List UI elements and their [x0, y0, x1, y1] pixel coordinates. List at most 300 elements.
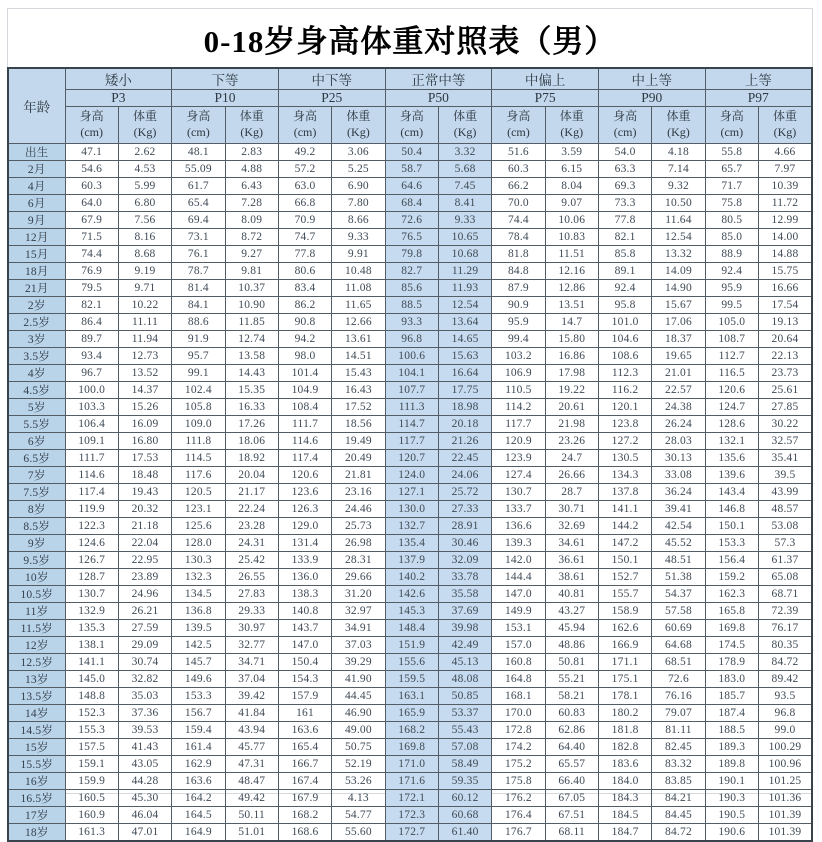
weight-cell: 11.29	[438, 263, 491, 280]
weight-cell: 62.86	[545, 722, 598, 739]
height-cell: 74.4	[492, 212, 545, 229]
height-cell: 141.1	[598, 501, 651, 518]
height-cell: 190.5	[705, 807, 758, 824]
height-cell: 107.7	[385, 382, 438, 399]
weight-cell: 17.98	[545, 365, 598, 382]
weight-label: 体重	[559, 109, 584, 124]
height-subheader	[705, 107, 758, 144]
table-row	[8, 399, 812, 416]
height-cell: 108.6	[598, 348, 651, 365]
weight-cell: 10.90	[225, 297, 278, 314]
weight-cell: 32.77	[225, 637, 278, 654]
weight-cell: 3.59	[545, 144, 598, 161]
height-cell: 158.9	[598, 603, 651, 620]
weight-cell: 16.33	[225, 399, 278, 416]
height-cell: 60.3	[65, 178, 118, 195]
weight-cell: 6.15	[545, 161, 598, 178]
weight-cell: 50.75	[332, 739, 385, 756]
height-cell: 123.6	[278, 484, 331, 501]
age-cell: 4岁	[8, 365, 65, 382]
weight-cell: 47.01	[118, 824, 171, 842]
weight-cell: 51.38	[652, 569, 705, 586]
age-cell: 3岁	[8, 331, 65, 348]
weight-cell: 15.67	[652, 297, 705, 314]
height-cell: 79.5	[65, 280, 118, 297]
height-cell: 127.1	[385, 484, 438, 501]
weight-cell: 18.98	[438, 399, 491, 416]
height-cell: 55.09	[172, 161, 225, 178]
height-unit-label: (cm)	[187, 125, 210, 139]
height-cell: 183.0	[705, 671, 758, 688]
height-unit-label: (cm)	[507, 125, 530, 139]
height-cell: 130.3	[172, 552, 225, 569]
weight-cell: 101.25	[758, 773, 812, 790]
weight-cell: 43.27	[545, 603, 598, 620]
height-subheader	[65, 107, 118, 144]
weight-cell: 50.11	[225, 807, 278, 824]
weight-cell: 21.18	[118, 518, 171, 535]
weight-cell: 10.50	[652, 195, 705, 212]
weight-cell: 41.43	[118, 739, 171, 756]
height-cell: 145.3	[385, 603, 438, 620]
weight-cell: 44.45	[332, 688, 385, 705]
height-cell: 89.7	[65, 331, 118, 348]
weight-cell: 83.85	[652, 773, 705, 790]
weight-cell: 99.0	[758, 722, 812, 739]
weight-cell: 72.6	[652, 671, 705, 688]
weight-cell: 101.39	[758, 807, 812, 824]
height-unit-label: (cm)	[613, 125, 637, 139]
height-cell: 77.8	[278, 246, 331, 263]
height-cell: 48.1	[172, 144, 225, 161]
height-cell: 161	[278, 705, 331, 722]
height-cell: 124.6	[65, 535, 118, 552]
height-cell: 137.9	[385, 552, 438, 569]
height-cell: 127.2	[598, 433, 651, 450]
weight-cell: 13.58	[225, 348, 278, 365]
table-row	[8, 637, 812, 654]
percentile-label-p97: P97	[705, 90, 812, 107]
table-header	[8, 68, 812, 144]
height-cell: 147.2	[598, 535, 651, 552]
weight-cell: 6.43	[225, 178, 278, 195]
height-cell: 80.6	[278, 263, 331, 280]
height-cell: 95.8	[598, 297, 651, 314]
age-cell: 10.5岁	[8, 586, 65, 603]
weight-cell: 45.30	[118, 790, 171, 807]
age-cell: 13岁	[8, 671, 65, 688]
height-cell: 153.1	[492, 620, 545, 637]
weight-cell: 16.43	[332, 382, 385, 399]
weight-cell: 30.74	[118, 654, 171, 671]
table-row	[8, 535, 812, 552]
age-cell: 11岁	[8, 603, 65, 620]
weight-cell: 26.24	[652, 416, 705, 433]
height-cell: 84.1	[172, 297, 225, 314]
weight-cell: 13.51	[545, 297, 598, 314]
height-cell: 70.0	[492, 195, 545, 212]
height-cell: 90.9	[492, 297, 545, 314]
weight-cell: 9.33	[438, 212, 491, 229]
height-cell: 169.8	[385, 739, 438, 756]
weight-cell: 39.5	[758, 467, 812, 484]
height-cell: 169.8	[705, 620, 758, 637]
weight-cell: 37.36	[118, 705, 171, 722]
height-cell: 64.0	[65, 195, 118, 212]
height-cell: 126.7	[65, 552, 118, 569]
height-cell: 120.7	[385, 450, 438, 467]
table-row	[8, 297, 812, 314]
weight-subheader	[652, 107, 705, 144]
weight-cell: 14.09	[652, 263, 705, 280]
height-label: 身高	[613, 109, 638, 124]
weight-cell: 19.22	[545, 382, 598, 399]
weight-cell: 60.68	[438, 807, 491, 824]
weight-cell: 32.69	[545, 518, 598, 535]
age-cell: 12岁	[8, 637, 65, 654]
table-row	[8, 450, 812, 467]
weight-unit-label: (Kg)	[347, 125, 370, 139]
weight-cell: 45.13	[438, 654, 491, 671]
weight-cell: 21.98	[545, 416, 598, 433]
height-cell: 140.8	[278, 603, 331, 620]
height-cell: 157.0	[492, 637, 545, 654]
weight-cell: 48.08	[438, 671, 491, 688]
weight-cell: 15.80	[545, 331, 598, 348]
table-row	[8, 195, 812, 212]
height-cell: 134.3	[598, 467, 651, 484]
height-cell: 143.7	[278, 620, 331, 637]
weight-cell: 20.18	[438, 416, 491, 433]
weight-cell: 11.65	[332, 297, 385, 314]
weight-cell: 30.71	[545, 501, 598, 518]
weight-cell: 23.16	[332, 484, 385, 501]
height-cell: 159.2	[705, 569, 758, 586]
weight-cell: 13.64	[438, 314, 491, 331]
percentile-label-p75: P75	[492, 90, 599, 107]
weight-cell: 81.11	[652, 722, 705, 739]
weight-cell: 31.20	[332, 586, 385, 603]
weight-cell: 42.54	[652, 518, 705, 535]
weight-cell: 9.81	[225, 263, 278, 280]
height-cell: 68.4	[385, 195, 438, 212]
height-cell: 139.5	[172, 620, 225, 637]
weight-cell: 96.8	[758, 705, 812, 722]
percentile-label-p25: P25	[278, 90, 385, 107]
weight-cell: 26.55	[225, 569, 278, 586]
weight-cell: 8.41	[438, 195, 491, 212]
height-cell: 104.1	[385, 365, 438, 382]
weight-cell: 76.17	[758, 620, 812, 637]
height-cell: 132.9	[65, 603, 118, 620]
age-cell: 2岁	[8, 297, 65, 314]
height-cell: 135.4	[385, 535, 438, 552]
weight-cell: 49.00	[332, 722, 385, 739]
table-row	[8, 314, 812, 331]
table-row	[8, 688, 812, 705]
table-row	[8, 382, 812, 399]
weight-cell: 15.75	[758, 263, 812, 280]
height-cell: 117.6	[172, 467, 225, 484]
height-cell: 86.2	[278, 297, 331, 314]
weight-cell: 2.62	[118, 144, 171, 161]
height-cell: 167.4	[278, 773, 331, 790]
height-cell: 159.4	[172, 722, 225, 739]
weight-cell: 14.88	[758, 246, 812, 263]
weight-cell: 45.52	[652, 535, 705, 552]
table-row	[8, 263, 812, 280]
weight-cell: 24.96	[118, 586, 171, 603]
weight-cell: 47.31	[225, 756, 278, 773]
weight-cell: 11.64	[652, 212, 705, 229]
height-cell: 154.3	[278, 671, 331, 688]
weight-cell: 18.48	[118, 467, 171, 484]
weight-cell: 35.41	[758, 450, 812, 467]
weight-cell: 10.65	[438, 229, 491, 246]
height-cell: 117.4	[278, 450, 331, 467]
height-cell: 139.6	[705, 467, 758, 484]
weight-cell: 11.08	[332, 280, 385, 297]
weight-cell: 33.08	[652, 467, 705, 484]
age-cell: 18月	[8, 263, 65, 280]
weight-cell: 37.69	[438, 603, 491, 620]
weight-cell: 28.7	[545, 484, 598, 501]
weight-cell: 8.66	[332, 212, 385, 229]
height-cell: 49.2	[278, 144, 331, 161]
age-cell: 15月	[8, 246, 65, 263]
weight-cell: 83.32	[652, 756, 705, 773]
height-subheader	[172, 107, 225, 144]
height-cell: 116.5	[705, 365, 758, 382]
height-unit-label: (cm)	[720, 125, 744, 139]
height-cell: 105.0	[705, 314, 758, 331]
height-cell: 159.9	[65, 773, 118, 790]
weight-cell: 7.56	[118, 212, 171, 229]
height-cell: 180.2	[598, 705, 651, 722]
height-cell: 96.8	[385, 331, 438, 348]
height-cell: 47.1	[65, 144, 118, 161]
height-cell: 172.7	[385, 824, 438, 842]
weight-cell: 24.06	[438, 467, 491, 484]
height-cell: 67.9	[65, 212, 118, 229]
height-cell: 142.5	[172, 637, 225, 654]
table-row	[8, 229, 812, 246]
weight-cell: 52.19	[332, 756, 385, 773]
weight-cell: 22.57	[652, 382, 705, 399]
height-cell: 178.9	[705, 654, 758, 671]
weight-cell: 12.54	[652, 229, 705, 246]
weight-cell: 59.35	[438, 773, 491, 790]
weight-cell: 39.29	[332, 654, 385, 671]
height-cell: 104.6	[598, 331, 651, 348]
height-cell: 81.8	[492, 246, 545, 263]
weight-cell: 58.49	[438, 756, 491, 773]
weight-cell: 21.81	[332, 467, 385, 484]
percentile-header-row	[8, 90, 812, 107]
weight-cell: 11.72	[758, 195, 812, 212]
weight-cell: 15.43	[332, 365, 385, 382]
height-subheader	[278, 107, 331, 144]
height-cell: 163.1	[385, 688, 438, 705]
weight-cell: 68.71	[758, 586, 812, 603]
weight-cell: 67.05	[545, 790, 598, 807]
weight-cell: 11.94	[118, 331, 171, 348]
weight-cell: 55.43	[438, 722, 491, 739]
height-cell: 171.6	[385, 773, 438, 790]
height-cell: 157.9	[278, 688, 331, 705]
weight-cell: 19.43	[118, 484, 171, 501]
weight-cell: 18.06	[225, 433, 278, 450]
weight-cell: 14.7	[545, 314, 598, 331]
height-cell: 187.4	[705, 705, 758, 722]
height-cell: 124.0	[385, 467, 438, 484]
weight-cell: 32.57	[758, 433, 812, 450]
weight-cell: 29.66	[332, 569, 385, 586]
weight-cell: 28.31	[332, 552, 385, 569]
height-cell: 111.7	[65, 450, 118, 467]
age-cell: 5岁	[8, 399, 65, 416]
height-cell: 151.9	[385, 637, 438, 654]
weight-cell: 19.65	[652, 348, 705, 365]
height-cell: 171.1	[598, 654, 651, 671]
weight-subheader	[545, 107, 598, 144]
group-header-p3: 矮小	[65, 68, 172, 90]
group-header-p75: 中偏上	[492, 68, 599, 90]
weight-cell: 23.73	[758, 365, 812, 382]
height-cell: 147.0	[492, 586, 545, 603]
height-cell: 183.6	[598, 756, 651, 773]
age-cell: 9.5岁	[8, 552, 65, 569]
weight-cell: 11.85	[225, 314, 278, 331]
age-cell: 13.5岁	[8, 688, 65, 705]
height-cell: 176.2	[492, 790, 545, 807]
weight-cell: 16.66	[758, 280, 812, 297]
height-cell: 108.7	[705, 331, 758, 348]
height-cell: 165.4	[278, 739, 331, 756]
weight-cell: 12.74	[225, 331, 278, 348]
weight-cell: 26.98	[332, 535, 385, 552]
height-cell: 178.1	[598, 688, 651, 705]
weight-cell: 67.51	[545, 807, 598, 824]
height-cell: 149.9	[492, 603, 545, 620]
height-cell: 100.0	[65, 382, 118, 399]
weight-unit-label: (Kg)	[453, 125, 477, 139]
weight-cell: 25.61	[758, 382, 812, 399]
height-cell: 73.3	[598, 195, 651, 212]
weight-cell: 57.58	[652, 603, 705, 620]
height-cell: 125.6	[172, 518, 225, 535]
height-cell: 155.3	[65, 722, 118, 739]
weight-cell: 32.82	[118, 671, 171, 688]
height-cell: 82.1	[65, 297, 118, 314]
weight-cell: 23.28	[225, 518, 278, 535]
weight-cell: 41.90	[332, 671, 385, 688]
table-row	[8, 654, 812, 671]
height-cell: 111.7	[278, 416, 331, 433]
weight-cell: 20.32	[118, 501, 171, 518]
height-cell: 103.2	[492, 348, 545, 365]
height-cell: 114.6	[278, 433, 331, 450]
height-cell: 77.8	[598, 212, 651, 229]
age-cell: 12.5岁	[8, 654, 65, 671]
weight-cell: 21.01	[652, 365, 705, 382]
weight-cell: 11.93	[438, 280, 491, 297]
weight-cell: 8.68	[118, 246, 171, 263]
weight-cell: 58.21	[545, 688, 598, 705]
height-cell: 184.3	[598, 790, 651, 807]
weight-cell: 40.81	[545, 586, 598, 603]
table-row	[8, 773, 812, 790]
height-cell: 175.8	[492, 773, 545, 790]
age-cell: 12月	[8, 229, 65, 246]
height-cell: 181.8	[598, 722, 651, 739]
height-cell: 101.0	[598, 314, 651, 331]
height-cell: 159.5	[385, 671, 438, 688]
table-row	[8, 501, 812, 518]
table-row	[8, 807, 812, 824]
height-cell: 182.8	[598, 739, 651, 756]
weight-cell: 76.16	[652, 688, 705, 705]
table-row	[8, 212, 812, 229]
height-cell: 106.9	[492, 365, 545, 382]
weight-cell: 17.26	[225, 416, 278, 433]
height-cell: 75.8	[705, 195, 758, 212]
weight-cell: 53.37	[438, 705, 491, 722]
height-cell: 99.4	[492, 331, 545, 348]
weight-cell: 8.16	[118, 229, 171, 246]
weight-cell: 84.45	[652, 807, 705, 824]
height-cell: 74.7	[278, 229, 331, 246]
weight-cell: 57.3	[758, 535, 812, 552]
weight-cell: 16.09	[118, 416, 171, 433]
weight-cell: 48.47	[225, 773, 278, 790]
weight-cell: 17.54	[758, 297, 812, 314]
weight-cell: 5.99	[118, 178, 171, 195]
table-row	[8, 824, 812, 842]
age-cell: 9岁	[8, 535, 65, 552]
height-cell: 164.8	[492, 671, 545, 688]
weight-cell: 7.45	[438, 178, 491, 195]
table-row	[8, 739, 812, 756]
height-cell: 165.8	[705, 603, 758, 620]
table-row	[8, 484, 812, 501]
height-cell: 112.3	[598, 365, 651, 382]
weight-cell: 2.83	[225, 144, 278, 161]
height-cell: 110.5	[492, 382, 545, 399]
weight-cell: 20.49	[332, 450, 385, 467]
weight-cell: 30.97	[225, 620, 278, 637]
weight-label: 体重	[346, 109, 371, 124]
weight-subheader	[332, 107, 385, 144]
age-column-header: 年龄	[8, 68, 65, 144]
weight-cell: 10.22	[118, 297, 171, 314]
weight-cell: 27.59	[118, 620, 171, 637]
weight-cell: 43.94	[225, 722, 278, 739]
age-cell: 4月	[8, 178, 65, 195]
height-cell: 55.8	[705, 144, 758, 161]
weight-subheader	[758, 107, 812, 144]
weight-cell: 45.77	[225, 739, 278, 756]
weight-cell: 19.13	[758, 314, 812, 331]
table-row	[8, 331, 812, 348]
weight-cell: 12.66	[332, 314, 385, 331]
weight-cell: 64.40	[545, 739, 598, 756]
weight-cell: 30.22	[758, 416, 812, 433]
weight-label: 体重	[666, 109, 691, 124]
weight-cell: 3.32	[438, 144, 491, 161]
height-cell: 130.5	[598, 450, 651, 467]
height-cell: 66.8	[278, 195, 331, 212]
